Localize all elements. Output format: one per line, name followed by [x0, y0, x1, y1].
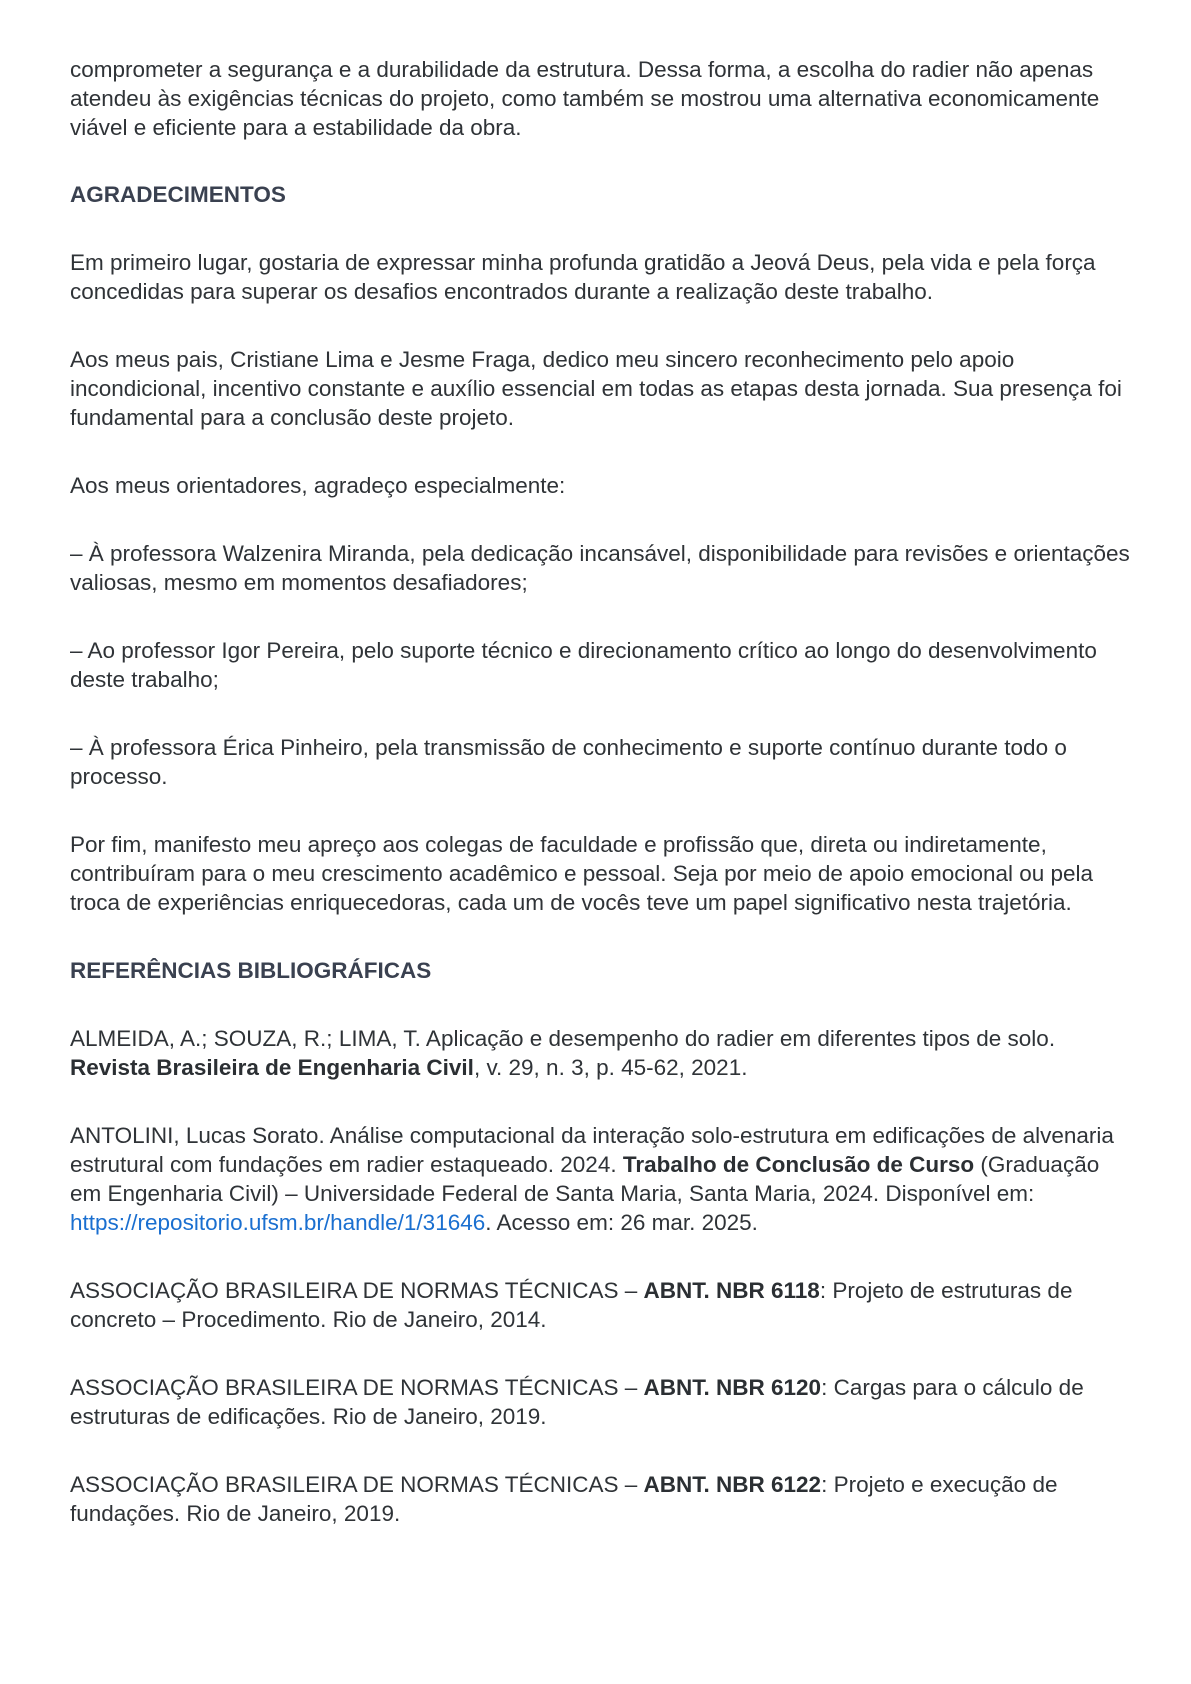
reference-text: : Cargas para o cálculo de estruturas de edificações. Rio de Janeiro, 2019. — [70, 1375, 1084, 1429]
reference-text: : Projeto de estruturas de concreto – Procedimento. Rio de Janeiro, 2014. — [70, 1278, 1073, 1332]
reference-text: : Projeto e execução de fundações. Rio de Janeiro, 2019. — [70, 1472, 1058, 1526]
reference-antolini — [70, 1121, 1135, 1237]
ack-item-igor: – Ao professor Igor Pereira, pelo suporte técnico e direcionamento crítico ao longo do desenvolvimento deste trabalho; — [70, 638, 1097, 692]
ack-paragraph-advisors-intro: Aos meus orientadores, agradeço especialmente: — [70, 473, 566, 498]
ack-item-walzenira: – À professora Walzenira Miranda, pela dedicação incansável, disponibilidade para revisões e orientações valiosas, mesmo em momentos desafiadores; — [70, 541, 1130, 595]
reference-standard-id: ABNT. NBR 6120 — [643, 1375, 822, 1400]
reference-text: ASSOCIAÇÃO BRASILEIRA DE NORMAS TÉCNICAS – — [70, 1472, 644, 1497]
reference-standard-id: ABNT. NBR 6118 — [643, 1278, 820, 1303]
document-page — [70, 55, 1135, 1567]
reference-journal-title: Revista Brasileira de Engenharia Civil — [70, 1055, 474, 1080]
reference-text: ASSOCIAÇÃO BRASILEIRA DE NORMAS TÉCNICAS – — [70, 1375, 644, 1400]
ack-item-erica: – À professora Érica Pinheiro, pela transmissão de conhecimento e suporte contínuo durante todo o processo. — [70, 735, 1067, 789]
reference-nbr-6120 — [70, 1373, 1135, 1431]
ack-paragraph-parents: Aos meus pais, Cristiane Lima e Jesme Fraga, dedico meu sincero reconhecimento pelo apoio incondicional, incentivo constante e auxílio essencial em todas as etapas desta jornada. Sua presença foi fundamental para a conclusão deste projeto. — [70, 347, 1122, 430]
reference-text: ASSOCIAÇÃO BRASILEIRA DE NORMAS TÉCNICAS – — [70, 1278, 644, 1303]
intro-paragraph: comprometer a segurança e a durabilidade da estrutura. Dessa forma, a escolha do radier não apenas atendeu às exigências técnicas do projeto, como também se mostrou uma alternativa economicamente viável e eficiente para a estabilidade da obra. — [70, 57, 1100, 140]
reference-text: , v. 29, n. 3, p. 45-62, 2021. — [473, 1055, 748, 1080]
reference-almeida — [70, 1024, 1135, 1082]
ack-paragraph-colleagues: Por fim, manifesto meu apreço aos colegas de faculdade e profissão que, direta ou indiretamente, contribuíram para o meu crescimento acadêmico e pessoal. Seja por meio de apoio emocional ou pela troca de experiências enriquecedoras, cada um de vocês teve um papel significativo nesta trajetória. — [70, 832, 1094, 915]
references-heading: REFERÊNCIAS BIBLIOGRÁFICAS — [70, 958, 432, 983]
reference-nbr-6118 — [70, 1276, 1135, 1334]
reference-text: ALMEIDA, A.; SOUZA, R.; LIMA, T. Aplicação e desempenho do radier em diferentes tipos de solo. — [70, 1026, 1056, 1051]
reference-work-type: Trabalho de Conclusão de Curso — [622, 1152, 975, 1177]
acknowledgements-heading: AGRADECIMENTOS — [70, 182, 286, 207]
reference-text: (Graduação em Engenharia Civil) – Universidade Federal de Santa Maria, Santa Maria, 2024. Disponível em: — [70, 1152, 1100, 1206]
reference-text: . Acesso em: 26 mar. 2025. — [485, 1210, 758, 1235]
reference-standard-id: ABNT. NBR 6122 — [643, 1472, 822, 1497]
reference-nbr-6122 — [70, 1470, 1135, 1528]
repository-link[interactable]: https://repositorio.ufsm.br/handle/1/31646 — [70, 1210, 486, 1235]
ack-paragraph-god: Em primeiro lugar, gostaria de expressar minha profunda gratidão a Jeová Deus, pela vida e pela força concedidas para superar os desafios encontrados durante a realização deste trabalho. — [70, 250, 1096, 304]
reference-text: ANTOLINI, Lucas Sorato. Análise computacional da interação solo-estrutura em edificações de alvenaria estrutural com fundações em radier estaqueado. 2024. — [70, 1123, 1114, 1177]
